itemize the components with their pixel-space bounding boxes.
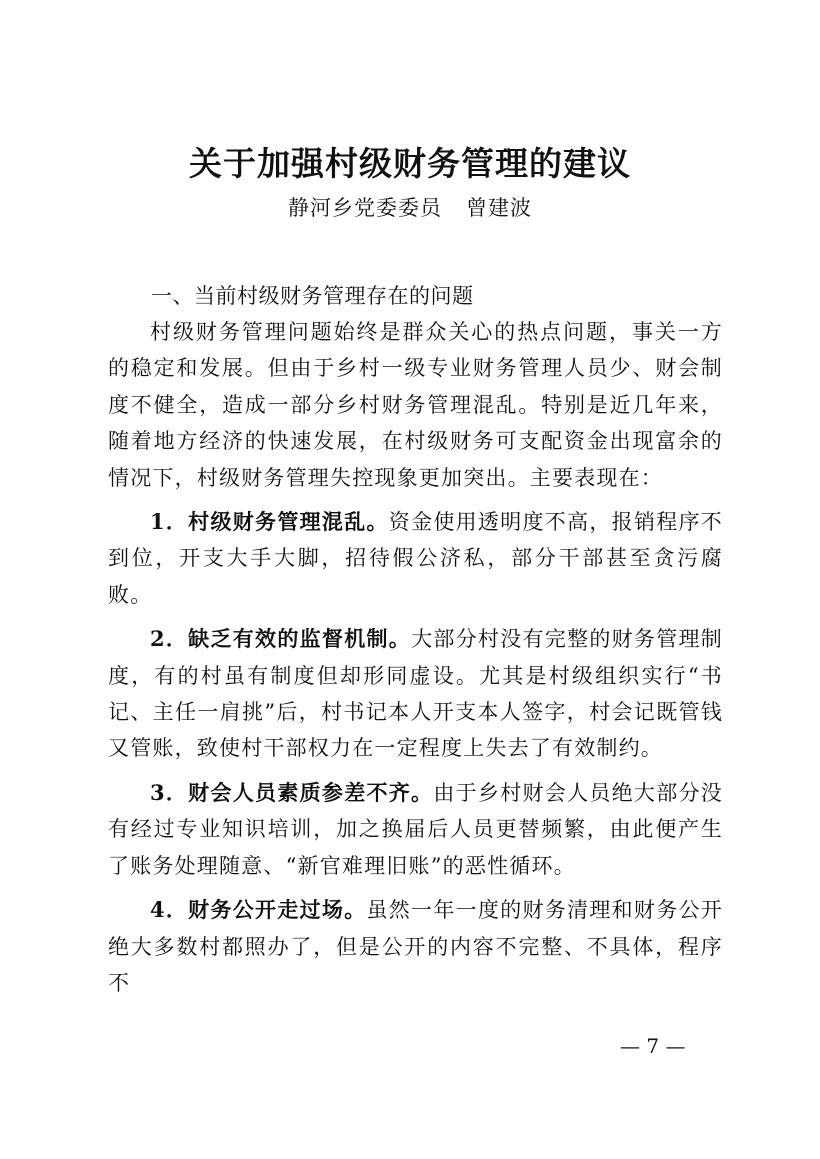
item-text: 由于乡村财会人员绝大部分没有经过专业知识培训，加之换届后人员更替频繁，由此便产生了账务处理随意、“新官难理旧账”的恶性循环。 <box>108 780 723 878</box>
document-body <box>108 278 723 1001</box>
author-organization: 静河乡党委委员 <box>288 196 442 220</box>
item-lead: 4．财务公开走过场。 <box>150 897 367 923</box>
intro-paragraph: 村级财务管理问题始终是群众关心的热点问题，事关一方的稳定和发展。但由于乡村一级专业财务管理人员少、财会制度不健全，造成一部分乡村财务管理混乱。特别是近几年来，随着地方经济的快速发展，在村级财务可支配资金出现富余的情况下，村级财务管理失控现象更加突出。主要表现在： <box>108 320 723 490</box>
page-number: — 7 — <box>620 1034 686 1058</box>
list-item-2 <box>108 621 723 767</box>
item-lead: 3．财会人员素质参差不齐。 <box>150 779 434 805</box>
list-item-3 <box>108 775 723 884</box>
document-title: 关于加强村级财务管理的建议 <box>189 144 631 183</box>
list-item-4 <box>108 892 723 1001</box>
item-text: 虽然一年一度的财务清理和财务公开绝大多数村都照办了，但是公开的内容不完整、不具体，程序不 <box>108 898 723 995</box>
author-name: 曾建波 <box>466 196 532 220</box>
item-lead: 2．缺乏有效的监督机制。 <box>150 626 412 652</box>
list-item-1 <box>108 504 723 613</box>
item-text: 大部分村没有完整的财务管理制度，有的村虽有制度但却形同虚设。尤其是村级组织实行“书记、主任一肩挑”后，村书记本人开支本人签字，村会记既管钱又管账，致使村干部权力在一定程度上失去了有效制约。 <box>108 627 723 761</box>
author-byline <box>0 192 820 224</box>
section-heading: 一、当前村级财务管理存在的问题 <box>151 284 474 308</box>
item-lead: 1．村级财务管理混乱。 <box>150 509 389 535</box>
item-text: 资金使用透明度不高，报销程序不到位，开支大手大脚，招待假公济私，部分干部甚至贪污腐败。 <box>108 510 724 607</box>
